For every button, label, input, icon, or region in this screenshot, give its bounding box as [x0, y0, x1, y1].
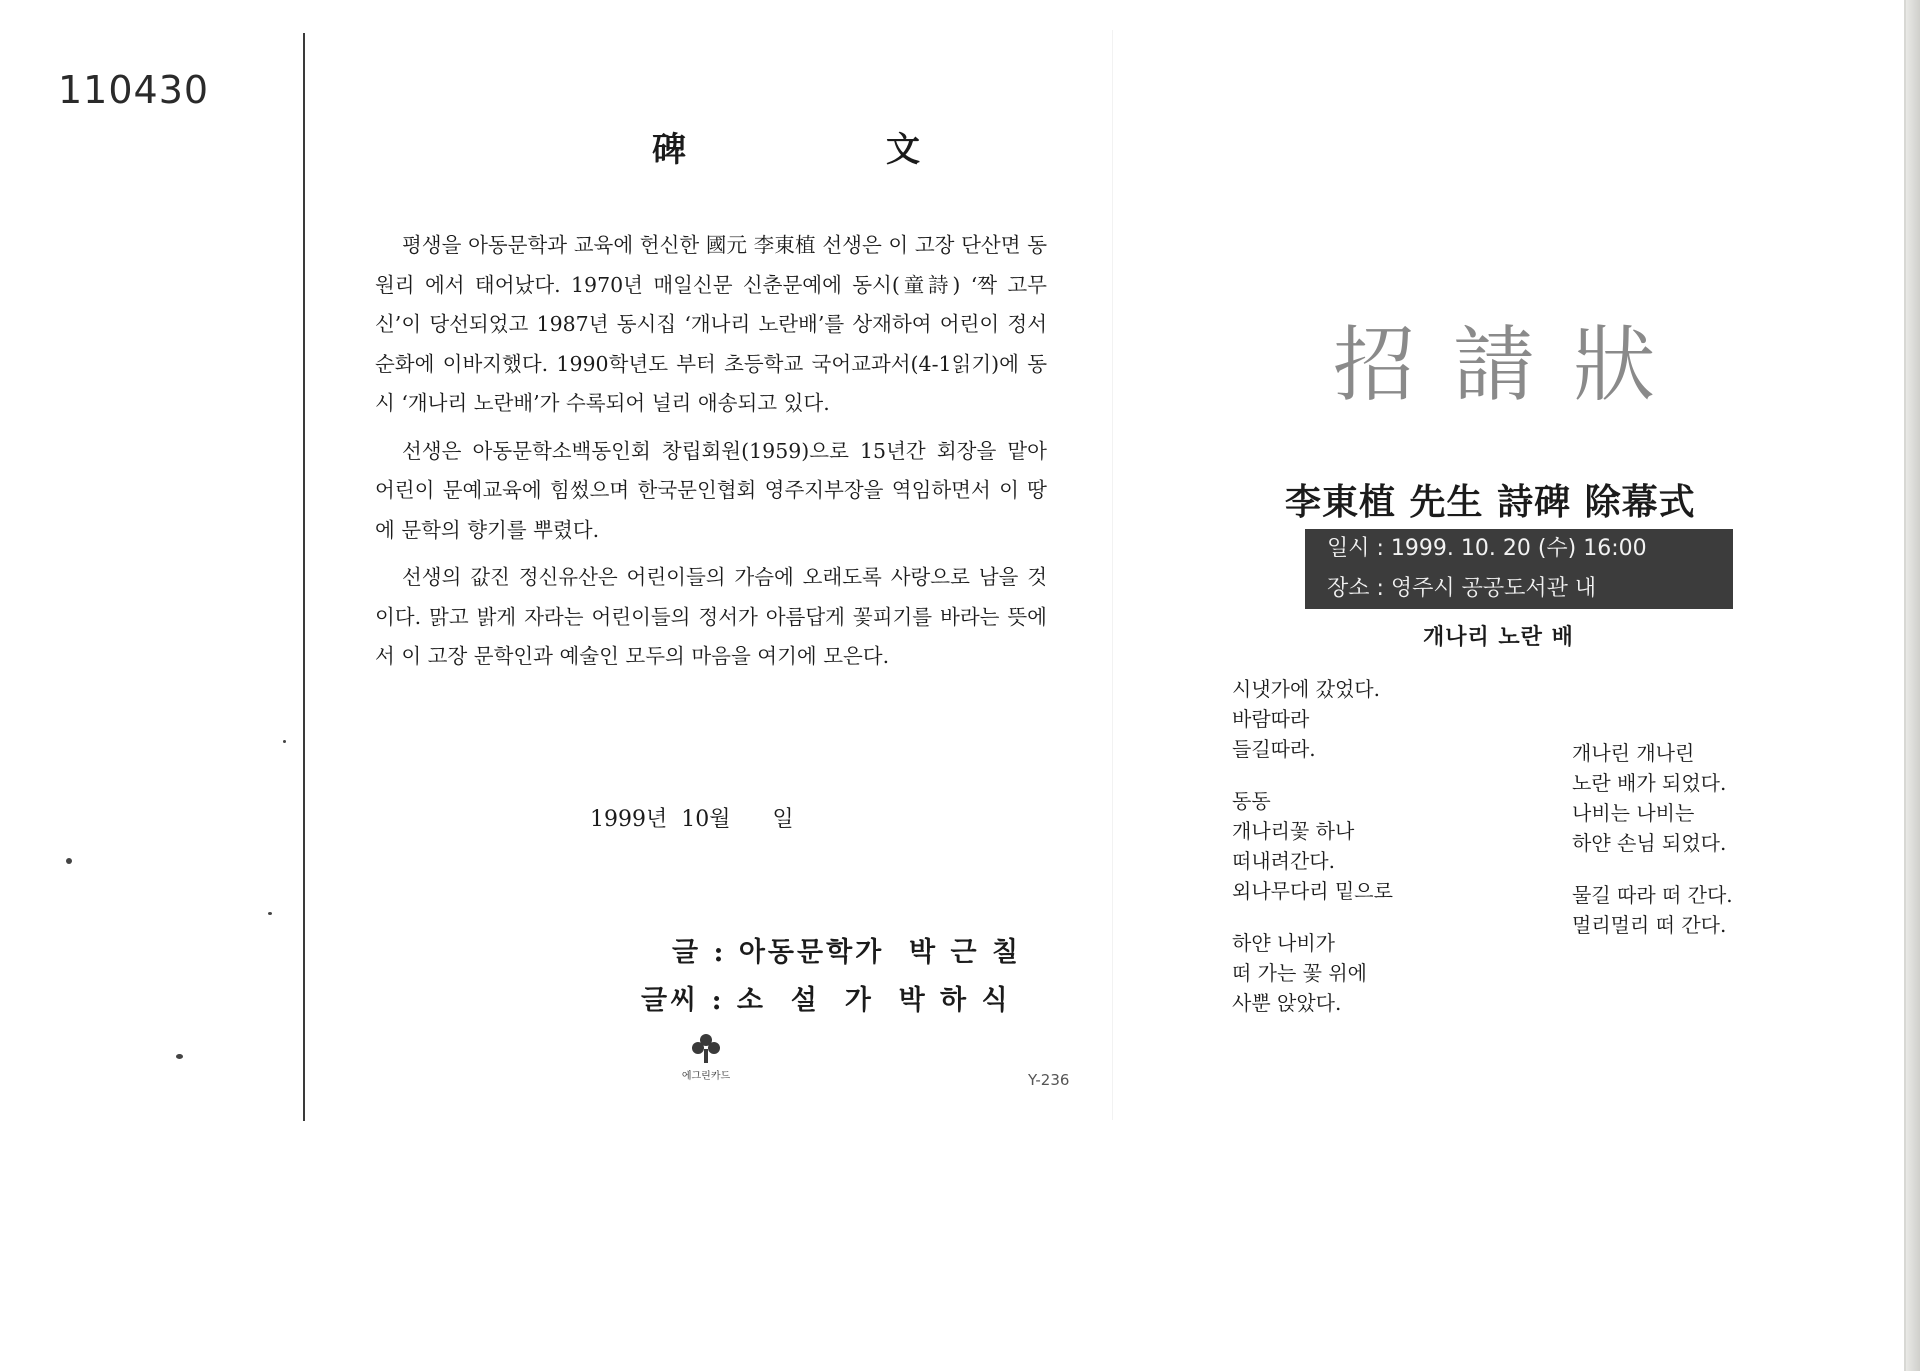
poem-column-left	[1232, 674, 1393, 1040]
poem-line: 노란 배가 되었다.	[1572, 771, 1727, 795]
inscription-paragraph: 선생의 값진 정신유산은 어린이들의 가슴에 오래도록 사랑으로 남을 것이다. 맑고 밝게 자라는 어린이들의 정서가 아름답게 꽃피기를 바라는 뜻에서 이 고장 문학인과 예술인 모두의 마음을 여기에 모은다.	[375, 565, 1047, 668]
inscription-paragraph: 평생을 아동문학과 교육에 헌신한 國元 李東植 선생은 이 고장 단산면 동원리 에서 태어났다. 1970년 매일신문 신춘문예에 동시(童詩) ‘짝 고무신’이 당선되었고 1987년 동시집 ‘개나리 노란배’를 상재하여 어린이 정서 순화에 이바지했다. 1990학년도 부터 초등학교 국어교과서(4-1읽기)에 동시 ‘개나리 노란배’가 수록되어 널리 애송되고 있다.	[375, 233, 1047, 415]
event-info-box	[1305, 529, 1733, 609]
sheet-edge	[1906, 0, 1920, 1371]
poem-stanza	[1232, 786, 1393, 906]
scan-speck	[268, 912, 272, 915]
scan-speck	[176, 1054, 183, 1059]
ceremony-title: 李東植 先生 詩碑 除幕式	[1285, 481, 1696, 523]
poem-line: 하얀 나비가	[1232, 931, 1335, 955]
poem-line: 바람따라	[1232, 707, 1310, 731]
clover-logo-icon	[689, 1031, 723, 1065]
event-datetime: 일시 : 1999. 10. 20 (수) 16:00	[1327, 536, 1647, 561]
margin-rule	[303, 33, 305, 1121]
poem-column-right	[1572, 738, 1733, 962]
poem-stanza	[1232, 674, 1393, 764]
poem-line: 떠내려간다.	[1232, 849, 1335, 873]
publisher-logo	[676, 1031, 736, 1082]
poem-line: 떠 가는 꽃 위에	[1232, 961, 1367, 985]
poem-line: 외나무다리 밑으로	[1232, 879, 1393, 903]
inscription-title: 碑 文	[652, 130, 964, 170]
poem-line: 물길 따라 떠 간다.	[1572, 883, 1733, 907]
poem-line: 들길따라.	[1232, 737, 1316, 761]
poem-line: 개나린 개나린	[1572, 741, 1695, 765]
calligraphy-credit: 글씨 : 소 설 가 박 하 식	[641, 985, 1011, 1016]
scan-speck	[283, 740, 286, 743]
poem-title: 개나리 노란 배	[1423, 625, 1574, 650]
poem-line: 멀리멀리 떠 간다.	[1572, 913, 1727, 937]
inscription-body	[375, 226, 1047, 685]
poem-line: 사뿐 앉았다.	[1232, 991, 1342, 1015]
poem-stanza	[1572, 738, 1733, 858]
poem-stanza	[1572, 880, 1733, 940]
card-code: Y-236	[1028, 1071, 1070, 1089]
poem-line: 동동	[1232, 789, 1271, 813]
invitation-title: 招請狀	[1333, 318, 1694, 413]
fold-line	[1112, 30, 1113, 1120]
poem-line: 시냇가에 갔었다.	[1232, 677, 1380, 701]
inscription-paragraph: 선생은 아동문학소백동인회 창립회원(1959)으로 15년간 회장을 맡아 어린이 문예교육에 힘썼으며 한국문인협회 영주지부장을 역임하면서 이 땅에 문학의 향기를 뿌렸다.	[375, 438, 1047, 542]
poem-line: 개나리꽃 하나	[1232, 819, 1355, 843]
author-credit: 글 : 아동문학가 박 근 칠	[672, 937, 1022, 968]
inscription-date: 1999년 10월 일	[590, 807, 794, 832]
event-location: 장소 : 영주시 공공도서관 내	[1327, 576, 1597, 601]
poem-line: 나비는 나비는	[1572, 801, 1695, 825]
logo-text: 에그린카드	[681, 1071, 731, 1082]
poem-line: 하얀 손님 되었다.	[1572, 831, 1727, 855]
scan-speck	[66, 858, 72, 864]
poem-stanza	[1232, 928, 1393, 1018]
document-id: 110430	[58, 68, 210, 112]
